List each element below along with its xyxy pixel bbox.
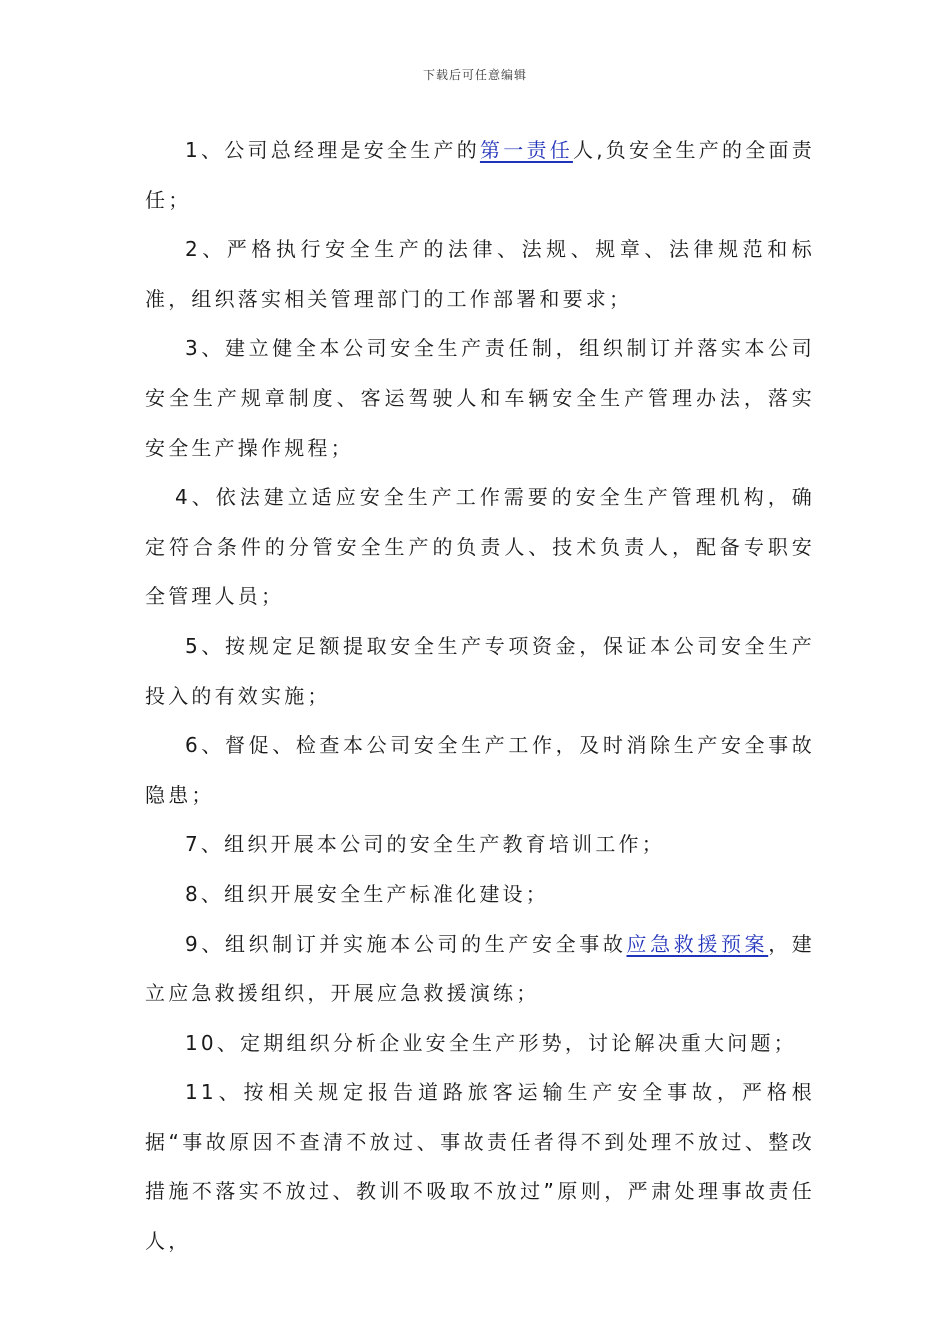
link-first-responsibility[interactable]: 第一责任 [479,138,573,162]
paragraph-7: 7、组织开展本公司的安全生产教育培训工作； [185,832,665,857]
paragraph-8: 8、组织开展安全生产标准化建设； [185,881,549,906]
paragraph-4: 4、依法建立适应安全生产工作需要的安全生产管理机构，确定符合条件的分管安全生产的负责人、技术负责人，配备专职安全管理人员； [145,485,815,609]
document-body [145,126,815,1267]
link-emergency-rescue-plan[interactable]: 应急救援预案 [626,931,769,956]
paragraph-3: 3、建立健全本公司安全生产责任制，组织制订并落实本公司安全生产规章制度、客运驾驶人和车辆安全生产管理办法，落实安全生产操作规程； [145,336,815,460]
paragraph-10: 10、定期组织分析企业安全生产形势，讨论解决重大问题； [185,1030,797,1055]
paragraph-9 [145,920,815,1019]
paragraph-11: 11、按相关规定报告道路旅客运输生产安全事故，严格根据“事故原因不查清不放过、事故责任者得不到处理不放过、整改措施不落实不放过、教训不吸取不放过”原则，严肃处理事故责任人， [145,1080,815,1254]
paragraph-5: 5、按规定足额提取安全生产专项资金，保证本公司安全生产投入的有效实施； [145,633,815,708]
paragraph-6: 6、督促、检查本公司安全生产工作，及时消除生产安全事故隐患； [145,733,815,807]
paragraph-text: 9、组织制订并实施本公司的生产安全事故 [185,931,627,956]
paragraph-text: 人,负安全生产的全面责任； [145,138,815,212]
paragraph-text: 1、公司总经理是安全生产的 [185,138,480,162]
paragraph-2: 2、严格执行安全生产的法律、法规、规章、法律规范和标准，组织落实相关管理部门的工作部署和要求； [145,237,815,311]
paragraph-text: ，建立应急救援组织，开展应急救援演练； [145,931,816,1006]
paragraph-1 [145,126,815,225]
header-note: 下载后可任意编辑 [422,68,527,82]
